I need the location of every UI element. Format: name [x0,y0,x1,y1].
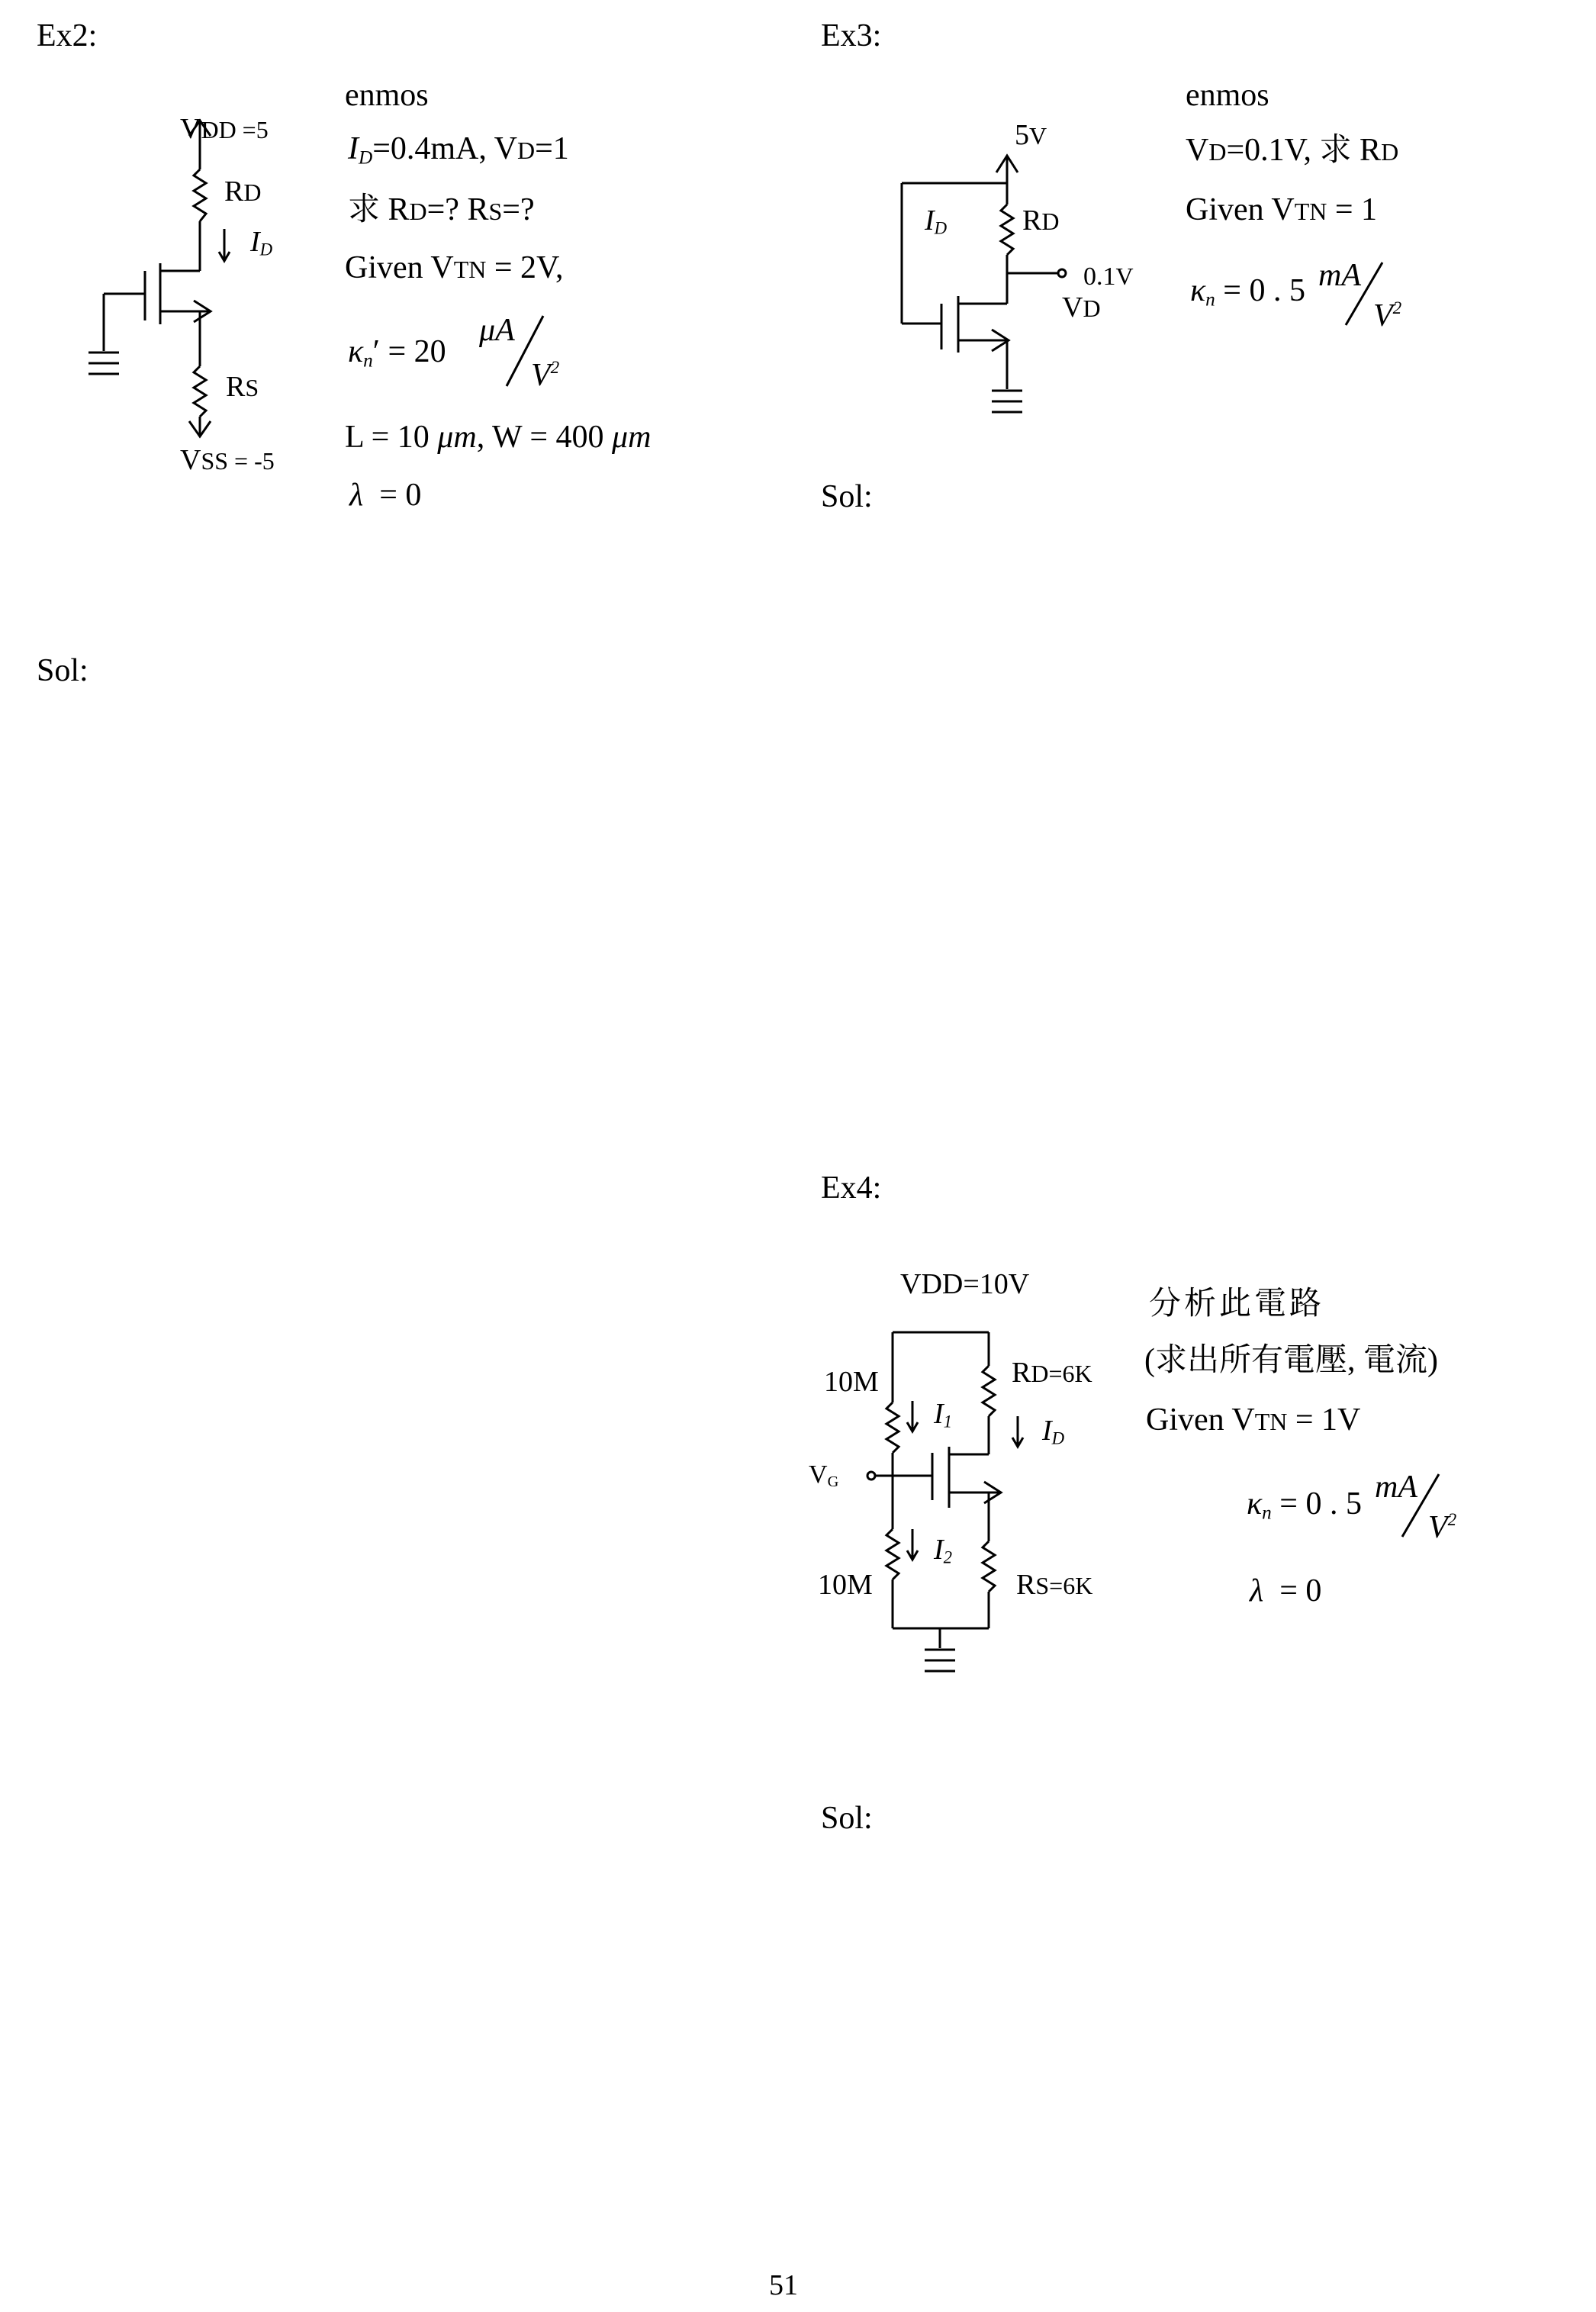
ex4-given-vtn: Given VTN = 1V [1146,1402,1361,1438]
ex3-kappa: $\kappa_n = 0$ . 5 [1190,273,1305,311]
ex3-given-vd: VD=0.1V, 求 RD [1186,133,1399,168]
ex4-kappa-unit-num: mA [1375,1470,1417,1505]
ex4-sol-label: Sol: [821,1801,873,1836]
ex3-supply-label: 5V [1015,119,1047,151]
ex3-kappa-unit-num: mA [1318,258,1361,293]
ex3-vd-label: VD [1062,291,1101,324]
ex2-given-current: $I_D=0.4mA$, VD=1 [348,131,569,169]
ex4-task-line1: 分析此電路 [1149,1286,1325,1322]
ex2-lambda: λ = 0 [349,478,422,513]
page-number: 51 [769,2269,798,2301]
ex4-rd-label: RD=6K [1012,1357,1092,1389]
ex3-sol-label: Sol: [821,479,873,514]
ex4-vdd-label: VDD=10V [900,1268,1030,1300]
ex4-rs-label: RS=6K [1016,1569,1093,1601]
ex3-kappa-unit-den: $V^2$ [1373,298,1402,334]
ex2-kappa-unit-den: $V^2$ [531,357,560,394]
ex3-heading: Ex3: [821,18,882,53]
ex4-heading: Ex4: [821,1170,882,1206]
ex3-given-vtn: Given VTN = 1 [1186,192,1378,227]
ex2-given-vtn: Given VTN = 2V, [345,250,564,285]
ex2-kappa: $\kappa_n' = 20$ [348,334,446,372]
ex2-dimensions: L = 10 μm, W = 400 μm [345,420,652,455]
ex4-task-line2: (求出所有電壓, 電流) [1144,1343,1438,1378]
ex4-id-label: $I_D$ [1042,1415,1065,1448]
ex3-node-voltage: 0.1V [1083,262,1134,291]
ex4-i1-label: $I_1$ [934,1398,953,1431]
ex4-r-top-label: 10M [824,1366,879,1398]
ex2-heading: Ex2: [37,18,98,53]
ex2-kappa-unit-num: μA [479,313,515,348]
ex2-vss-label: VSS = -5 [180,444,275,476]
ex4-i2-label: $I_2$ [934,1534,953,1567]
ex4-lambda: λ = 0 [1250,1573,1322,1608]
ex3-id-label: $I_D$ [925,204,948,238]
ex2-vdd-label: VDD =5 [180,113,269,145]
ex4-kappa-unit-den: $V^2$ [1428,1509,1457,1546]
ex2-rd-label: RD [224,175,262,208]
ex4-vg-label: $V_G$ [809,1460,839,1491]
ex2-id-label: $I_D$ [250,226,273,259]
ex2-rs-label: RS [226,371,259,403]
ex4-kappa: $\kappa_n = 0$ . 5 [1247,1486,1362,1524]
ex4-r-bot-label: 10M [818,1569,873,1601]
ex3-rd-label: RD [1022,204,1060,237]
ex2-sol-label: Sol: [37,653,88,688]
ex2-type: enmos [345,78,429,113]
ex3-type: enmos [1186,78,1269,113]
ex2-question: 求 RD=? RS=? [348,192,535,227]
